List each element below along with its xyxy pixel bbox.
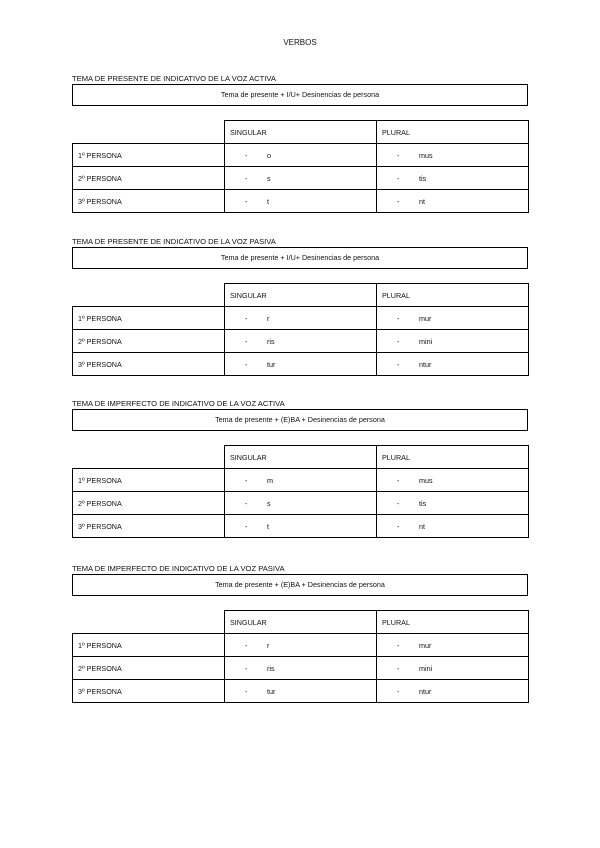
singular-cell <box>225 492 377 515</box>
singular-cell <box>225 167 377 190</box>
ending-plural: mur <box>419 640 432 650</box>
ending-plural: mus <box>419 475 433 485</box>
dash: - <box>245 640 248 650</box>
ending-singular: ris <box>267 336 275 346</box>
dash: - <box>397 336 400 346</box>
header-plural: PLURAL <box>377 611 529 634</box>
ending-plural: ntur <box>419 359 432 369</box>
ending-plural: tis <box>419 173 427 183</box>
dash: - <box>245 150 248 160</box>
dash: - <box>397 196 400 206</box>
header-plural: PLURAL <box>377 446 529 469</box>
singular-cell <box>225 307 377 330</box>
conjugation-table <box>72 120 529 213</box>
table-row <box>73 330 529 353</box>
singular-cell <box>225 190 377 213</box>
dash: - <box>397 686 400 696</box>
ending-singular: s <box>267 498 271 508</box>
table-row <box>73 190 529 213</box>
empty-header-cell <box>73 611 225 634</box>
table-row <box>73 353 529 376</box>
conjugation-table <box>72 283 529 376</box>
table-header-row <box>73 284 529 307</box>
table-row <box>73 307 529 330</box>
persona-cell: 3º PERSONA <box>73 353 225 376</box>
singular-cell <box>225 634 377 657</box>
persona-cell: 2º PERSONA <box>73 657 225 680</box>
dash: - <box>397 173 400 183</box>
persona-cell: 2º PERSONA <box>73 330 225 353</box>
header-singular: SINGULAR <box>225 611 377 634</box>
empty-header-cell <box>73 284 225 307</box>
ending-singular: m <box>267 475 273 485</box>
persona-cell: 2º PERSONA <box>73 492 225 515</box>
dash: - <box>245 359 248 369</box>
ending-singular: tur <box>267 359 276 369</box>
ending-plural: mus <box>419 150 433 160</box>
section-heading: TEMA DE IMPERFECTO DE INDICATIVO DE LA VOZ ACTIVA <box>72 399 285 408</box>
singular-cell <box>225 680 377 703</box>
dash: - <box>245 686 248 696</box>
section-imperfecto-activa <box>72 399 528 538</box>
table-row <box>73 680 529 703</box>
header-singular: SINGULAR <box>225 284 377 307</box>
table-row <box>73 144 529 167</box>
ending-singular: s <box>267 173 271 183</box>
ending-singular: o <box>267 150 271 160</box>
header-plural: PLURAL <box>377 121 529 144</box>
section-presente-activa <box>72 74 528 213</box>
persona-cell: 3º PERSONA <box>73 190 225 213</box>
table-row <box>73 167 529 190</box>
plural-cell <box>377 492 529 515</box>
persona-cell: 1º PERSONA <box>73 634 225 657</box>
plural-cell <box>377 657 529 680</box>
section-heading: TEMA DE PRESENTE DE INDICATIVO DE LA VOZ ACTIVA <box>72 74 276 83</box>
ending-singular: tur <box>267 686 276 696</box>
plural-cell <box>377 515 529 538</box>
ending-plural: mini <box>419 663 433 673</box>
dash: - <box>245 313 248 323</box>
plural-cell <box>377 144 529 167</box>
table-header-row <box>73 611 529 634</box>
persona-cell: 3º PERSONA <box>73 680 225 703</box>
formula-box: Tema de presente + (E)BA + Desinencias de persona <box>72 409 528 431</box>
conjugation-table <box>72 445 529 538</box>
ending-singular: ris <box>267 663 275 673</box>
dash: - <box>397 313 400 323</box>
section-presente-pasiva <box>72 237 528 376</box>
formula-box: Tema de presente + (E)BA + Desinencias de persona <box>72 574 528 596</box>
dash: - <box>397 475 400 485</box>
section-imperfecto-pasiva <box>72 564 528 703</box>
section-heading: TEMA DE IMPERFECTO DE INDICATIVO DE LA VOZ PASIVA <box>72 564 285 573</box>
dash: - <box>245 196 248 206</box>
dash: - <box>397 359 400 369</box>
dash: - <box>397 640 400 650</box>
singular-cell <box>225 330 377 353</box>
table-row <box>73 492 529 515</box>
plural-cell <box>377 353 529 376</box>
dash: - <box>245 475 248 485</box>
ending-plural: tis <box>419 498 427 508</box>
header-singular: SINGULAR <box>225 446 377 469</box>
dash: - <box>245 498 248 508</box>
plural-cell <box>377 680 529 703</box>
ending-plural: mur <box>419 313 432 323</box>
plural-cell <box>377 167 529 190</box>
ending-singular: t <box>267 196 269 206</box>
singular-cell <box>225 353 377 376</box>
persona-cell: 1º PERSONA <box>73 469 225 492</box>
dash: - <box>397 150 400 160</box>
header-singular: SINGULAR <box>225 121 377 144</box>
table-row <box>73 634 529 657</box>
dash: - <box>397 498 400 508</box>
plural-cell <box>377 469 529 492</box>
dash: - <box>245 336 248 346</box>
persona-cell: 3º PERSONA <box>73 515 225 538</box>
empty-header-cell <box>73 446 225 469</box>
dash: - <box>245 663 248 673</box>
plural-cell <box>377 307 529 330</box>
dash: - <box>245 173 248 183</box>
plural-cell <box>377 330 529 353</box>
formula-box: Tema de presente + I/U+ Desinencias de persona <box>72 84 528 106</box>
table-row <box>73 469 529 492</box>
singular-cell <box>225 144 377 167</box>
plural-cell <box>377 190 529 213</box>
section-heading: TEMA DE PRESENTE DE INDICATIVO DE LA VOZ PASIVA <box>72 237 276 246</box>
ending-plural: ntur <box>419 686 432 696</box>
ending-plural: nt <box>419 196 425 206</box>
ending-plural: nt <box>419 521 425 531</box>
empty-header-cell <box>73 121 225 144</box>
dash: - <box>397 521 400 531</box>
singular-cell <box>225 515 377 538</box>
formula-box: Tema de presente + I/U+ Desinencias de persona <box>72 247 528 269</box>
table-header-row <box>73 121 529 144</box>
persona-cell: 1º PERSONA <box>73 144 225 167</box>
singular-cell <box>225 469 377 492</box>
table-row <box>73 657 529 680</box>
ending-singular: t <box>267 521 269 531</box>
persona-cell: 2º PERSONA <box>73 167 225 190</box>
table-header-row <box>73 446 529 469</box>
header-plural: PLURAL <box>377 284 529 307</box>
dash: - <box>245 521 248 531</box>
dash: - <box>397 663 400 673</box>
persona-cell: 1º PERSONA <box>73 307 225 330</box>
ending-singular: r <box>267 640 270 650</box>
singular-cell <box>225 657 377 680</box>
plural-cell <box>377 634 529 657</box>
conjugation-table <box>72 610 529 703</box>
ending-plural: mini <box>419 336 433 346</box>
ending-singular: r <box>267 313 270 323</box>
table-row <box>73 515 529 538</box>
page-title: VERBOS <box>283 38 317 47</box>
